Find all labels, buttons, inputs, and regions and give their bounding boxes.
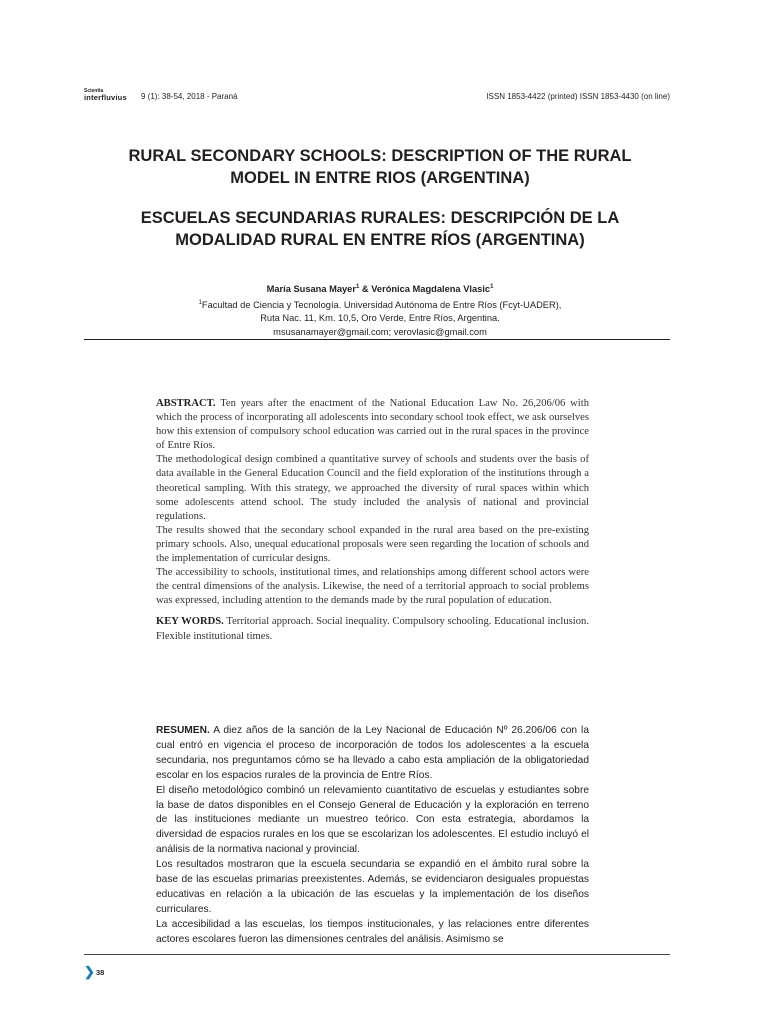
abstract-section <box>156 397 589 644</box>
title-spanish-line1: ESCUELAS SECUNDARIAS RURALES: DESCRIPCIÓN DE LA <box>140 209 620 227</box>
title-spanish-line2: MODALIDAD RURAL EN ENTRE RÍOS (ARGENTINA) <box>175 231 585 249</box>
title-english <box>100 145 660 189</box>
resumen-paragraph-3: Los resultados mostraron que la escuela secundaria se expandió en el ámbito rural sobre la base de las escuelas primarias preexistentes. Además, se evidenciaron desiguales propuestas educativas en relación a la ubicación de las escuelas y la implementación de los diseños curriculares. <box>156 859 589 915</box>
keywords-text: Territorial approach. Social inequality. Compulsory schooling. Educational inclusion. Flexible institutional times. <box>156 616 589 642</box>
abstract-label: ABSTRACT. <box>156 398 216 409</box>
author-1-affil-mark: 1 <box>355 284 360 290</box>
resumen-p1-text: A diez años de la sanción de la Ley Nacional de Educación Nº 26.206/06 con la cual entró en vigencia el proceso de incorporación de todos los adolescentes a la escuela secundaria, nos preguntamos cómo se ha llevado a cabo esta ampliación de la obligatoriedad escolar en los espacios rurales de la provincia de Entre Ríos. <box>156 725 589 781</box>
page-number: 38 <box>96 968 105 977</box>
affiliation-text: Facultad de Ciencia y Tecnología. Universidad Autónoma de Entre Ríos (Fcyt-UADER), <box>201 299 562 310</box>
journal-logo <box>84 89 127 102</box>
abstract-paragraph-1 <box>156 397 589 453</box>
author-2: Verónica Magdalena Vlasic <box>371 284 491 295</box>
chevron-right-icon: ❯ <box>84 964 95 979</box>
title-english-line2: MODEL IN ENTRE RIOS (ARGENTINA) <box>230 169 530 187</box>
keywords-label: KEY WORDS. <box>156 616 224 628</box>
resumen-section <box>156 724 589 948</box>
resumen-paragraph-1 <box>156 724 589 784</box>
author-separator: & <box>359 284 372 295</box>
affiliation <box>100 297 660 313</box>
footer-divider <box>84 954 670 955</box>
issn-info: ISSN 1853-4422 (printed) ISSN 1853-4430 (on line) <box>486 92 670 101</box>
author-2-affil-mark: 1 <box>490 284 494 290</box>
author-emails: msusanamayer@gmail.com; verovlasic@gmail.com <box>273 326 487 337</box>
keywords <box>156 615 589 643</box>
author-1: María Susana Mayer <box>266 284 356 295</box>
abstract-p1-text: Ten years after the enactment of the National Education Law No. 26,206/06 with which the process of incorporating all adolescents into secondary school took effect, we ask ourselves how this extension of compulsory school education was carried out in the rural spaces in the province of Entre Ríos. <box>156 398 589 452</box>
affiliation-mark: 1 <box>198 299 202 306</box>
logo-top-text: Scientia <box>84 88 104 94</box>
author-names <box>100 281 660 297</box>
header-divider <box>84 339 670 340</box>
authors-block <box>100 281 660 339</box>
logo-name-text: interfluvius <box>84 93 127 102</box>
title-english-line1: RURAL SECONDARY SCHOOLS: DESCRIPTION OF THE RURAL <box>128 147 632 165</box>
abstract-paragraph-4: The accessibility to schools, institutional times, and relationships among different school actors were the central dimensions of the analysis. Likewise, the need of a territorial approach to social problems was expressed, including attention to the demands made by the rural population of education. <box>156 567 589 607</box>
volume-info: 9 (1): 38-54, 2018 - Paraná <box>141 92 238 101</box>
resumen-paragraph-2: El diseño metodológico combinó un relevamiento cuantitativo de escuelas y estudiantes sobre la base de datos disponibles en el Consejo General de Educación y la exploración en terreno de las instituciones mediante un muestreo teórico. Con esta estrategia, abordamos la diversidad de espacios rurales en los que se escolarizan los adolescentes. El estudio incluyó el análisis de la normativa nacional y provincial. <box>156 784 589 856</box>
resumen-label: RESUMEN. <box>156 725 210 736</box>
title-spanish <box>100 207 660 251</box>
affiliation-address: Ruta Nac. 11, Km. 10,5, Oro Verde, Entre Ríos, Argentina. <box>260 313 500 324</box>
abstract-paragraph-3: The results showed that the secondary school expanded in the rural area based on the pre-existing primary schools. Also, unequal educational proposals were seen regarding the location of schools and the implementation of curricular designs. <box>156 524 589 565</box>
abstract-paragraph-2: The methodological design combined a quantitative survey of schools and students over the basis of data available in the General Education Council and the field exploration of the institutions through a theoretical sampling. With this strategy, we approached the diversity of rural spaces within which some adolescents attend school. The study included the analysis of national and provincial regulations. <box>156 454 589 522</box>
resumen-paragraph-4: La accesibilidad a las escuelas, los tiempos institucionales, y las relaciones entre diferentes actores escolares fueron las dimensiones centrales del análisis. Asimismo se <box>156 918 589 945</box>
